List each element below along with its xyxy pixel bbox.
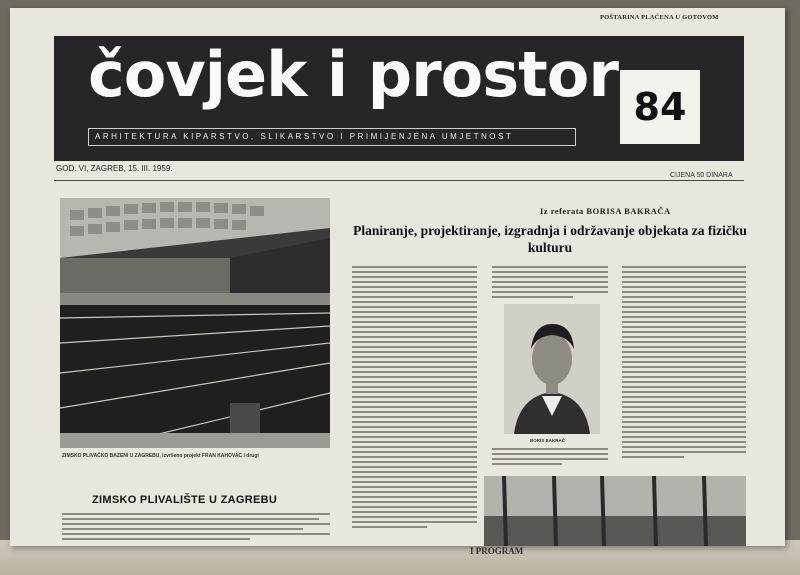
publication-title: čovjek i prostor [88,38,618,111]
dateline: GOD. VI, ZAGREB, 15. III. 1959. [56,164,173,173]
bottom-photo [484,476,746,546]
issue-number: 84 [620,70,700,144]
portrait-caption: BORIS BAKRAČ [530,438,566,443]
article-headline: Planiranje, projektiranje, izgradnja i održavanje objekata za fizičku kulturu [353,223,747,255]
postage-notice: POŠTARINA PLAĆENA U GOTOVOM [600,14,719,21]
pool-illustration [60,198,330,448]
article-byline: Iz referata BORISA BAKRAČA [540,206,671,216]
price: CIJENA 50 DINARA [670,172,733,179]
author-portrait [504,304,600,434]
photo-caption: ZIMSKO PLIVAČKO BAZENI U ZAGREBU, izvršeno projekt FRAN KAHOVAC i drugi [62,453,259,459]
swimming-pool-photo [60,198,330,448]
article-column-2-lower [492,448,608,468]
pool-article-text [62,513,330,543]
publication-subtitle: ARHITEKTURA KIPARSTVO, SLIKARSTVO I PRIMIJENJENA UMJETNOST [88,128,576,146]
portrait-illustration [504,304,600,434]
newspaper-page [10,8,785,546]
article-column-3 [622,266,746,461]
header-rule [54,180,744,181]
masthead [54,36,744,161]
article-heading-pool: ZIMSKO PLIVALIŠTE U ZAGREBU [92,494,278,506]
underlying-fragment: I PROGRAM [470,546,524,556]
article-column-1 [352,266,477,531]
article-column-2 [492,266,608,301]
bottom-photo-illustration [484,476,746,546]
